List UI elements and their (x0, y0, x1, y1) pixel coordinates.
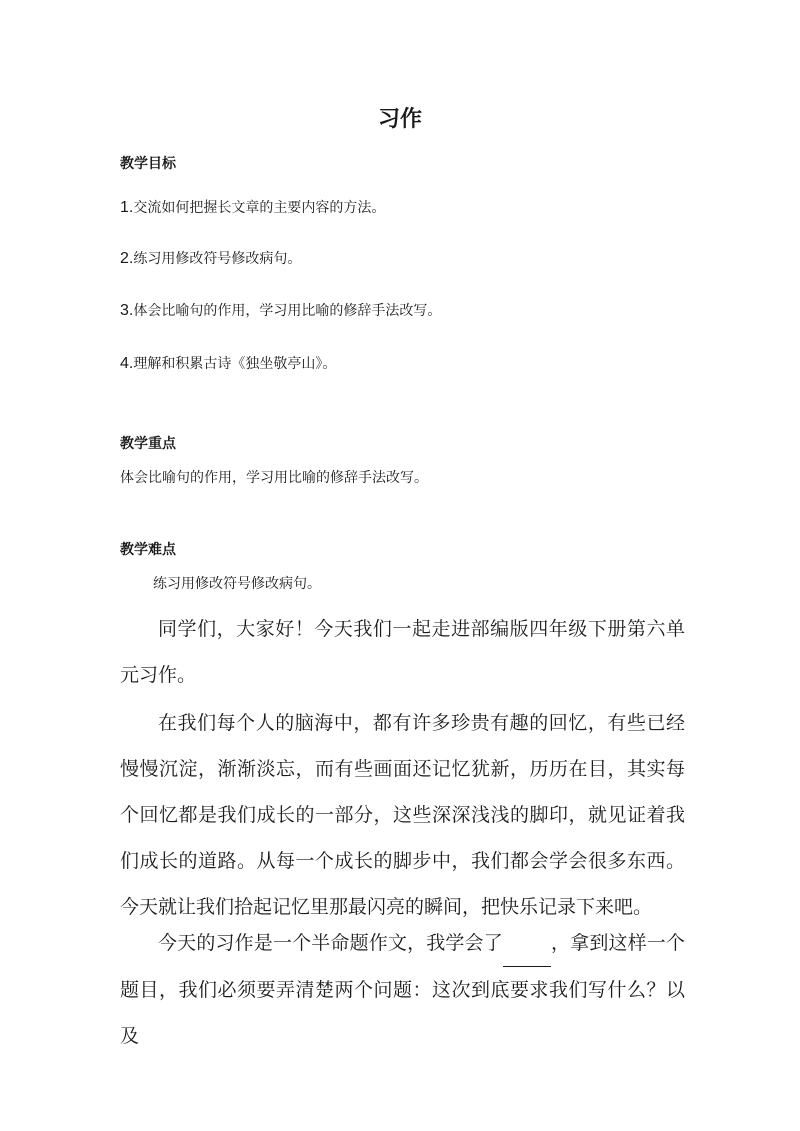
difficulty-text: 练习用修改符号修改病句。 (153, 576, 321, 592)
key-point-heading: 教学重点 (120, 436, 176, 452)
body-paragraph: 同学们，大家好！今天我们一起走进部编版四年级下册第六单元习作。 (120, 618, 685, 686)
body-paragraph-with-blank (120, 920, 685, 1059)
objectives-heading: 教学目标 (120, 156, 176, 172)
page-title: 习作 (377, 107, 422, 132)
objective-text: 理解和积累古诗《独坐敬亭山》。 (133, 356, 337, 372)
body-paragraph: 在我们每个人的脑海中，都有许多珍贵有趣的回忆，有些已经慢慢沉淀，渐渐淡忘，而有些画面还记忆犹新，历历在目，其实每个回忆都是我们成长的一部分，这些深深浅浅的脚印，就见证着我们成长的道路。从每一个成长的脚步中，我们都会学会很多东西。今天就让我们拾起记忆里那最闪亮的瞬间，把快乐记录下来吧。 (120, 712, 685, 918)
objective-item (120, 353, 336, 373)
fill-in-blank (503, 920, 551, 967)
key-point-text: 体会比喻句的作用，学习用比喻的修辞手法改写。 (120, 470, 428, 486)
objective-text: 练习用修改符号修改病句。 (133, 251, 302, 267)
objective-number: 3. (120, 302, 134, 319)
objective-number: 1. (120, 199, 134, 216)
objective-number: 4. (120, 355, 134, 372)
paragraph-text-after-blank: ，拿到这样一个题目，我们必须要弄清楚两个问题：这次到底要求我们写什么？以及 (120, 932, 685, 1047)
objective-item (120, 197, 385, 217)
paragraph-text-before-blank: 今天的习作是一个半命题作文，我学会了 (158, 932, 503, 954)
difficulty-heading: 教学难点 (120, 542, 176, 558)
objective-number: 2. (120, 250, 134, 267)
objective-item (120, 300, 441, 320)
objective-text: 交流如何把握长文章的主要内容的方法。 (133, 200, 386, 216)
objective-text: 体会比喻句的作用，学习用比喻的修辞手法改写。 (133, 303, 442, 319)
objective-item (120, 248, 301, 268)
